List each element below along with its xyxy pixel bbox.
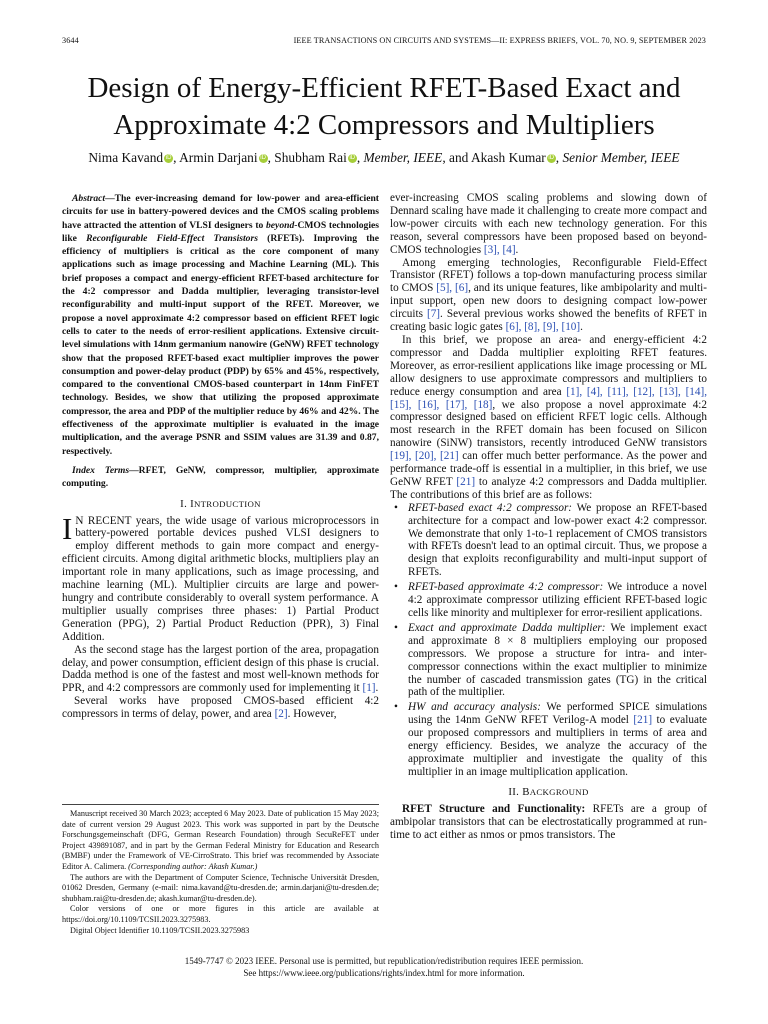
abstract-label: Abstract — [72, 193, 106, 204]
paper-title — [40, 70, 728, 144]
abstract-emphasis: beyond — [266, 219, 295, 231]
citation-link[interactable]: [6], [8], [9], [10] — [505, 321, 581, 334]
right-column — [390, 192, 707, 842]
author-name: Armin Darjani — [179, 150, 258, 165]
contributions-list — [390, 502, 707, 779]
citation-link[interactable]: [5], [6] — [436, 282, 469, 295]
list-item: • HW and accuracy analysis: We performed SPICE simulations using the 14nm GeNW RFET Verilog-A model [21] to evaluate our proposed compressors and multipliers in terms of area and energy efficiency. Besides, we analyze the accuracy of the approximate multiplier and investigate the quality of this multiplier in an image multiplication application. — [408, 701, 707, 778]
journal-name: IEEE TRANSACTIONS ON CIRCUITS AND SYSTEMS—II: EXPRESS BRIEFS, VOL. 70, NO. 9, SEPTEMBER 2023 — [293, 36, 706, 45]
list-item: • Exact and approximate Dadda multiplier: We implement exact and approximate 8 × 8 multipliers employing our proposed compressors. We propose a structure for intra- and inter-compressor connections within the exact multiplier to minimize the number of cascaded transmission gates (TG) in the critical path of the multiplier. — [408, 622, 707, 699]
background-paragraph: RFET Structure and Functionality: RFETs are a group of ambipolar transistors that can be electrostatically programmed at run-time to act either as nmos or pmos transistors. The — [390, 802, 707, 841]
author-conjunction: and — [449, 150, 469, 165]
orcid-icon[interactable]: iD — [548, 155, 555, 161]
orcid-icon[interactable]: iD — [349, 155, 356, 161]
author-list: Nima Kavand iD , Armin Darjani iD , Shubham Rai iD , Member, IEEE, and Akash Kumar iD , Senior Member, IEEE — [88, 150, 680, 165]
abstract-emphasis: Reconfigurable Field-Effect Transistors — [86, 232, 258, 244]
section-heading-background: II. BACKGROUND — [508, 785, 589, 798]
drop-cap: I — [62, 510, 73, 546]
author-name: Shubham Rai — [274, 150, 347, 165]
citation-link[interactable]: [3], [4] — [483, 243, 516, 256]
author-role: Member, IEEE — [363, 150, 443, 165]
footnote-block — [62, 804, 379, 936]
copyright-line-2: See https://www.ieee.org/publications/rights/index.html for more information. — [243, 968, 525, 978]
footnote-affiliation: The authors are with the Department of Computer Science, Technische Universität Dresden, 01062 Dresden, Germany (e-mail: nima.kavand@tu-dresden.de; armin.darjani@tu-dresden.de; shubham.rai@tu-dresden.de; akash.kumar@tu-dresden.de). — [62, 872, 379, 903]
right-paragraph-1: ever-increasing CMOS scaling problems and slowing down of Dennard scaling have made it challenging to create more compact and low-power circuits with each new technology generation. For this reason, several compressors have been proposed based on beyond-CMOS technologies [3], [4]. — [390, 192, 707, 256]
list-item: • RFET-based exact 4:2 compressor: We propose an RFET-based architecture for a compact and low-power exact 4:2 compressor. We demonstrate that only 1-to-1 replacement of CMOS transistors with RFETs doesn't lead to an optimal circuit. Thus, we propose a design that exploits reconfigurability and multi-input support of RFETs. — [408, 502, 707, 579]
footnote-color-versions: Color versions of one or more figures in this article are available at https://doi.org/10.1109/TCSII.2023.3275983. — [62, 904, 379, 924]
abstract-text: —The ever-increasing demand for low-power and area-efficient circuits for use in battery-powered devices and the CMOS scaling problems have attracted the attention of VLSI designers to — [62, 193, 379, 231]
list-item: • RFET-based approximate 4:2 compressor: We introduce a novel 4:2 approximate compressor utilizing efficient RFET-based logic cells like minority and multiplexer for error-resilient applications. — [408, 581, 707, 620]
author-name: Akash Kumar — [471, 150, 546, 165]
footnote-manuscript: Manuscript received 30 March 2023; accepted 6 May 2023. Date of publication 15 May 2023; date of current version 29 August 2023. This work was supported in part by the Deutsche Forschungsgemeinschaft (DFG, German Research Foundation) through SecuReFET under Project 439891087, and in part by the German Federal Ministry for Education and Research (BMBF) under the Framework of VE-CirroStrato. This brief was recommended by Associate Editor A. Calimera. (Corresponding author: Akash Kumar.) — [62, 809, 379, 871]
abstract-text: -CMOS technologies like — [62, 219, 379, 244]
intro-paragraph-1: I N RECENT years, the wide usage of various microprocessors in battery-powered portable devices pushed VLSI designers to employ different methods to gain more compact and energy-efficient circuits. Among digital arithmetic blocks, multipliers play an important role in many applications, such as image processing, and machine learning (ML). Multiplier circuits are large and power-hungry and contribute considerably to overall system performance. A multiplier usually comprises three phases: 1) Partial Product Generation (PPG), 2) Partial Product Reduction (PPR), 3) Final Addition. — [62, 510, 379, 643]
page-number: 3644 — [62, 36, 79, 45]
citation-link[interactable]: [19], [20], [21] — [390, 450, 459, 463]
orcid-icon[interactable]: iD — [165, 155, 172, 161]
intro-paragraph-3: Several works have proposed CMOS-based efficient 4:2 compressors in terms of delay, power, and area [2]. However, — [62, 695, 379, 721]
footnote-doi: Digital Object Identifier 10.1109/TCSII.2023.3275983 — [70, 925, 250, 935]
right-paragraph-2: Among emerging technologies, Reconfigurable Field-Effect Transistor (RFET) follows a top-down manufacturing process similar to CMOS [5], [6], and its unique features, like ambipolarity and multi-input support, open new doors to designing compact low-power circuits [7]. Several previous works showed the benefits of RFET in creating basic logic gates [6], [8], [9], [10]. — [390, 256, 707, 334]
author-name: Nima Kavand — [88, 150, 164, 165]
running-header — [62, 36, 706, 50]
citation-link[interactable]: [1] — [362, 682, 376, 695]
citation-link[interactable]: [1], [4], [11], [12], [13], [14], [15], [16], [17], [18] — [390, 385, 708, 411]
abstract-text: (RFETs). Improving the efficiency of multipliers is critical as the core component of many applications such as image processing and Machine Learning (ML). This brief proposes a compact and energy-efficient RFET-based architecture for the 4:2 compressor and Dadda multiplier, leveraging transistor-level reconfigurability and multi-input support of the RFET. Moreover, we propose a novel approximate 4:2 compressor based on efficient RFET logic cells to cater to the needs of error-resilient applications. Extensive circuit-level simulations with 14nm germanium nanowire (GeNW) RFET technology show that the proposed RFET-based exact multiplier improves the power consumption and power-delay product (PDP) by 65% and 45%, respectively, compared to the conventional CMOS-based counterpart in 14nm FinFET technology. Besides, we show that utilizing the proposed approximate compressor, the area and PDP of the multiplier reduce by 46% and 42%. The effectiveness of the approximate multiplier is evaluated in the image multiplication, and the average PSNR and SSIM values are 31.39 and 0.87, respectively. — [62, 232, 380, 457]
index-terms — [62, 464, 379, 491]
citation-link[interactable]: [7] — [426, 308, 441, 321]
section-heading-introduction: I. INTRODUCTION — [180, 497, 261, 510]
right-paragraph-3: In this brief, we propose an area- and energy-efficient 4:2 compressor and Dadda multiplier exploiting RFET features. Moreover, as error-resilient applications like image processing or ML allow designers to use approximate compressors and multipliers to reduce energy consumption and area [1], [4], [11], [12], [13], [14], [15], [16], [17], [18], we also propose a novel approximate 4:2 compressor designed based on efficient RFET logic cells. Although most research in the RFET domain has been focused on Silicon nanowire (SiNW) transistors, recently introduced GeNW transistors [19], [20], [21] can offer much better performance. As the power and performance trade-off is essential in a multiplier, in this brief, we use GeNW RFET [21] to analyze 4:2 compressors and Dadda multiplier. The contributions of this brief are as follows: — [390, 333, 708, 501]
abstract — [62, 192, 379, 458]
index-terms-text: —RFET, GeNW, compressor, multiplier, approximate computing. — [62, 464, 379, 490]
index-terms-label: Index Terms — [72, 464, 130, 476]
left-column — [62, 192, 379, 721]
citation-link[interactable]: [21] — [456, 475, 476, 488]
orcid-icon[interactable]: iD — [260, 155, 266, 161]
citation-link[interactable]: [2] — [274, 708, 288, 721]
author-role: Senior Member, IEEE — [562, 150, 680, 165]
title-line-2: Approximate 4:2 Compressors and Multipliers — [113, 109, 655, 141]
title-line-1: Design of Energy-Efficient RFET-Based Exact and — [87, 72, 681, 104]
citation-link[interactable]: [21] — [633, 714, 653, 727]
intro-paragraph-2: As the second stage has the largest portion of the area, propagation delay, and power consumption, efficient design of this phase is crucial. Dadda method is one of the fastest and most well-known methods for PPR, and 4:2 compressors are commonly used for implementing it [1]. — [62, 643, 379, 695]
copyright-line-1: 1549-7747 © 2023 IEEE. Personal use is permitted, but republication/redistribution requires IEEE permission. — [184, 956, 584, 966]
copyright-notice — [40, 955, 728, 979]
